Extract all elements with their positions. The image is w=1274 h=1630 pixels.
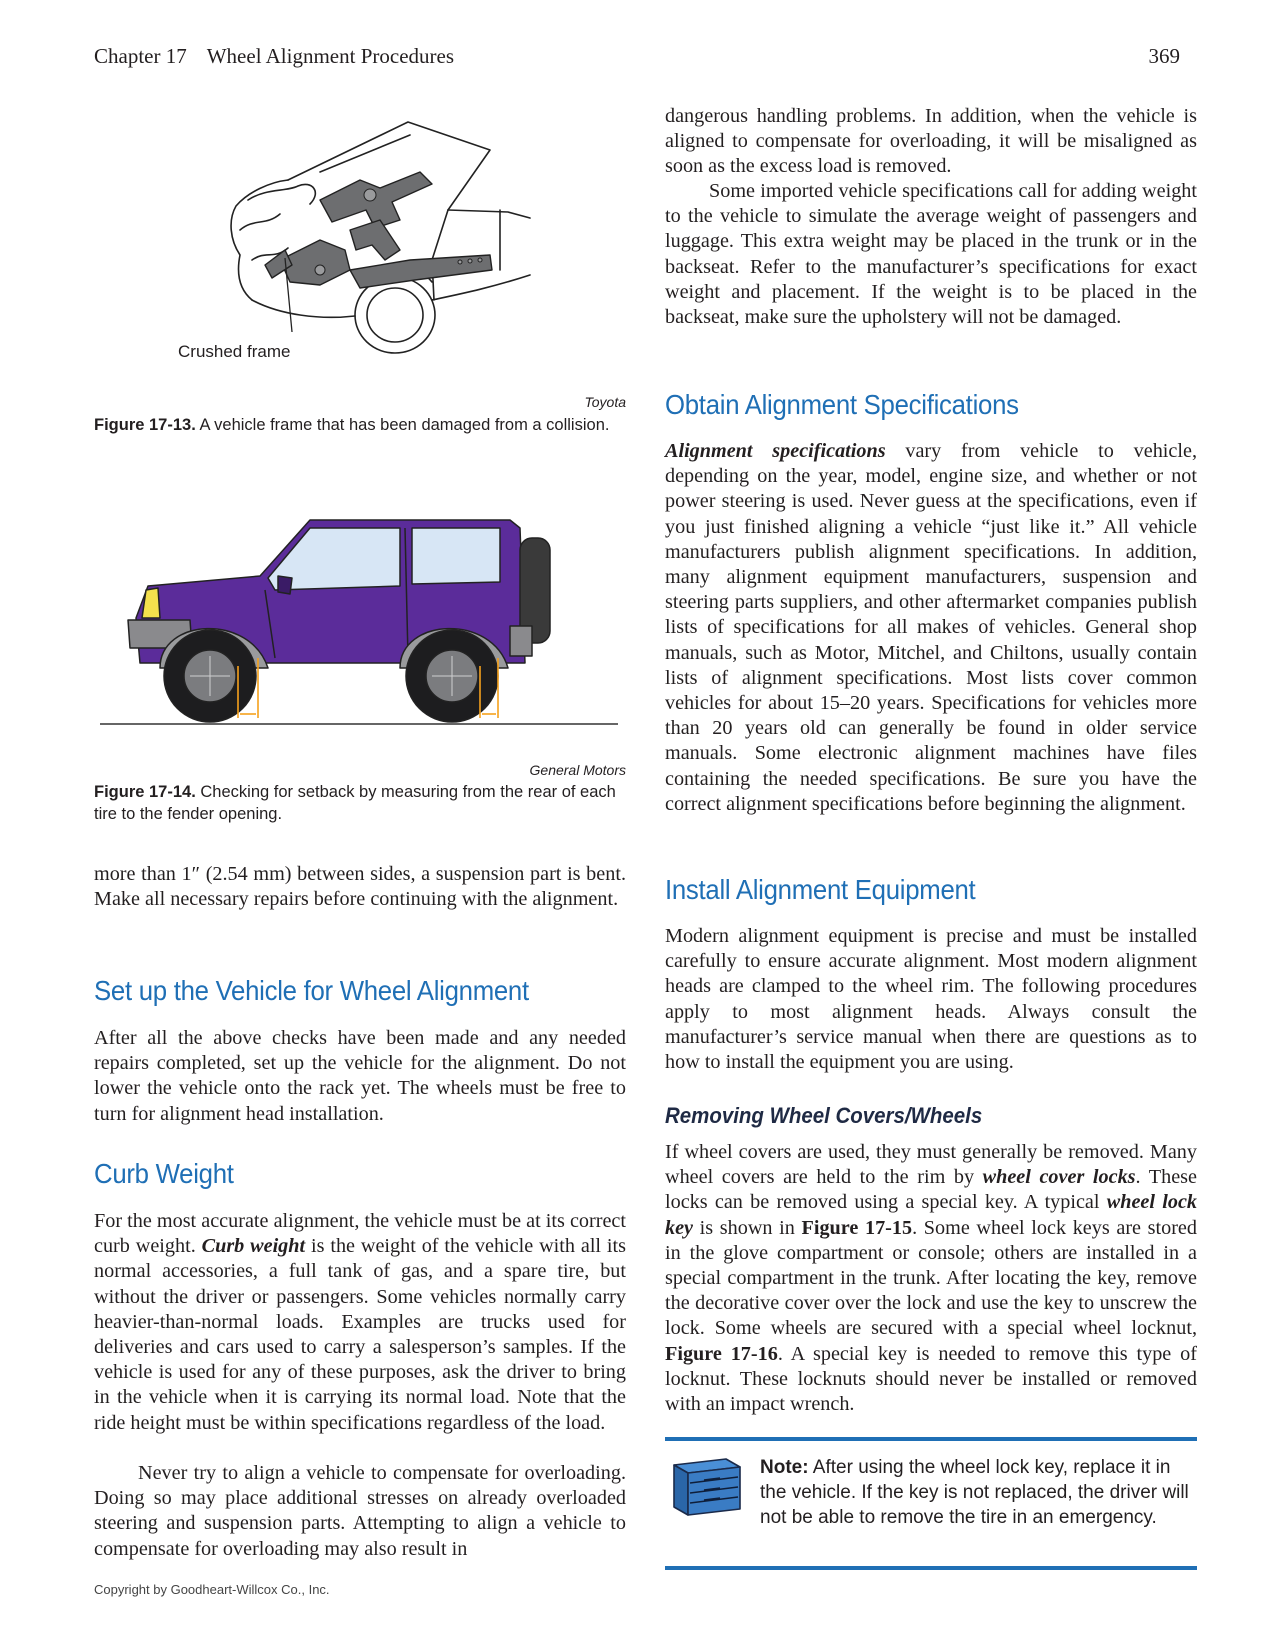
- figure-14-credit: General Motors: [529, 762, 626, 778]
- obtain-text: vary from vehicle to vehicle, depending on the year, model, engine size, and whether or not power steering is used. Never guess at the specifications, even if you just finished aligning a vehicle “just like it.” All vehicle manufacturers publish alignment specifications. In addition, many alignment equipment manufacturers, suspension and steering parts suppliers, and other aftermarket companies publish lists of specifications for all makes of vehicles. General shop manuals, such as Motor, Mitchel, and Chiltons, usually contain lists of alignment specifications. Most lists cover common vehicles for about 15–20 years. Specifications for vehicles more than 20 years old can generally be found in older service manuals. Some electronic alignment machines have files containing the needed specifications. Be sure you have the correct alignment specifications before beginning the alignment.: [665, 440, 1197, 815]
- setback-truck-illustration: [100, 518, 620, 728]
- paragraph-curb-weight: [94, 1209, 626, 1436]
- curb-weight-text-a: For the most accurate alignment, the vehicle must be at its correct curb weight.: [94, 1210, 626, 1258]
- note-box: [665, 1437, 1197, 1570]
- heading-obtain-specifications: Obtain Alignment Specifications: [665, 389, 1019, 420]
- figure-17-16-ref: Figure 17-16: [665, 1342, 778, 1365]
- subheading-removing-wheel-covers: Removing Wheel Covers/Wheels: [665, 1103, 983, 1128]
- heading-install-equipment: Install Alignment Equipment: [665, 874, 976, 905]
- removing-text-1: If wheel covers are used, they must generally be removed. Many wheel covers are held to the rim by: [665, 1141, 1197, 1189]
- term-curb-weight: Curb weight: [201, 1235, 306, 1258]
- term-alignment-specifications: Alignment specifications: [665, 440, 886, 462]
- removing-text-2: . These locks can be removed using a special key. A typical: [665, 1166, 1197, 1214]
- crushed-frame-illustration: [170, 110, 630, 360]
- removing-text-3: is shown in: [693, 1216, 802, 1239]
- figure-13-credit: Toyota: [584, 394, 626, 410]
- note-body: After using the wheel lock key, replace it in the vehicle. If the key is not replaced, the driver will not be able to remove the tire in an emergency.: [760, 1457, 1189, 1528]
- figure-13-caption: [94, 414, 626, 436]
- figure-14-caption: [94, 781, 626, 825]
- note-label: Note:: [760, 1457, 809, 1478]
- copyright-footer: Copyright by Goodheart-Willcox Co., Inc.: [94, 1582, 330, 1597]
- figure-14-caption-text: Checking for setback by measuring from the rear of each tire to the fender opening.: [94, 783, 616, 823]
- page-number: 369: [1148, 44, 1180, 68]
- term-wheel-lock-key: wheel lock key: [665, 1191, 1197, 1239]
- paragraph-handling-continued: dangerous handling problems. In addition, when the vehicle is aligned to compensate for overloading, it will be misaligned as soon as the excess load is removed.: [665, 105, 1197, 178]
- heading-set-up-vehicle: Set up the Vehicle for Wheel Alignment: [94, 975, 529, 1006]
- removing-text-5: . A special key is needed to remove this type of locknut. These locknuts should never be installed or removed with an impact wrench.: [665, 1342, 1197, 1416]
- note-text: [760, 1455, 1190, 1530]
- paragraph-obtain-specifications: [665, 439, 1197, 817]
- paragraph-install-equipment: Modern alignment equipment is precise and must be installed carefully to ensure accurate alignment. Most modern alignment heads are clamped to the wheel rim. The following procedures apply to most alignment heads. Always consult the manufacturer’s service manual when there are questions as to how to install the equipment you are using.: [665, 925, 1197, 1074]
- toolbox-icon: [668, 1455, 746, 1521]
- crushed-frame-label: Crushed frame: [178, 342, 291, 361]
- running-head: [94, 44, 454, 69]
- paragraph-imported-specs: Some imported vehicle specifications call for adding weight to the vehicle to simulate the average weight of passengers and luggage. This extra weight may be placed in the trunk or in the backseat. Refer to the manufacturer’s specifications for exact weight and placement. If the weight is to be placed in the backseat, make sure the upholstery will not be damaged.: [665, 180, 1197, 329]
- term-wheel-cover-locks: wheel cover locks: [982, 1166, 1136, 1189]
- removing-text-4: . Some wheel lock keys are stored in the glove compartment or console; others are installed in a special compartment in the trunk. After locating the key, remove the decorative cover over the lock and use the key to unscrew the lock. Some wheels are secured with a special wheel locknut,: [665, 1216, 1197, 1340]
- figure-17-15-ref: Figure 17-15: [801, 1216, 913, 1239]
- figure-13-number: Figure 17-13.: [94, 416, 196, 434]
- paragraph-setback-continued: more than 1″ (2.54 mm) between sides, a suspension part is bent. Make all necessary repairs before continuing with the alignment.: [94, 863, 626, 911]
- heading-curb-weight: Curb Weight: [94, 1158, 234, 1189]
- chapter-label: Chapter 17: [94, 44, 187, 68]
- figure-13-caption-text: A vehicle frame that has been damaged from a collision.: [195, 416, 610, 434]
- figure-14-number: Figure 17-14.: [94, 783, 196, 801]
- chapter-title: Wheel Alignment Procedures: [206, 44, 454, 68]
- paragraph-never-align: Never try to align a vehicle to compensate for overloading. Doing so may place additional stresses on already overloaded steering and suspension parts. Attempting to align a vehicle to compensate for overloading may also result in: [94, 1462, 626, 1560]
- paragraph-set-up-vehicle: After all the above checks have been made and any needed repairs completed, set up the vehicle for the alignment. Do not lower the vehicle onto the rack yet. The wheels must be free to turn for alignment head installation.: [94, 1027, 626, 1125]
- curb-weight-text-b: is the weight of the vehicle with all its normal accessories, a full tank of gas, and a spare tire, but without the driver or passengers. Some vehicles normally carry heavier-than-normal loads. Examples are trucks used for deliveries and cars used to carry a salesperson’s samples. If the vehicle is used for any of these purposes, ask the driver to bring in the vehicle when it is carrying its normal load. Note that the ride height must be within specifications regardless of the load.: [94, 1235, 626, 1434]
- paragraph-removing-wheel-covers: [665, 1140, 1197, 1417]
